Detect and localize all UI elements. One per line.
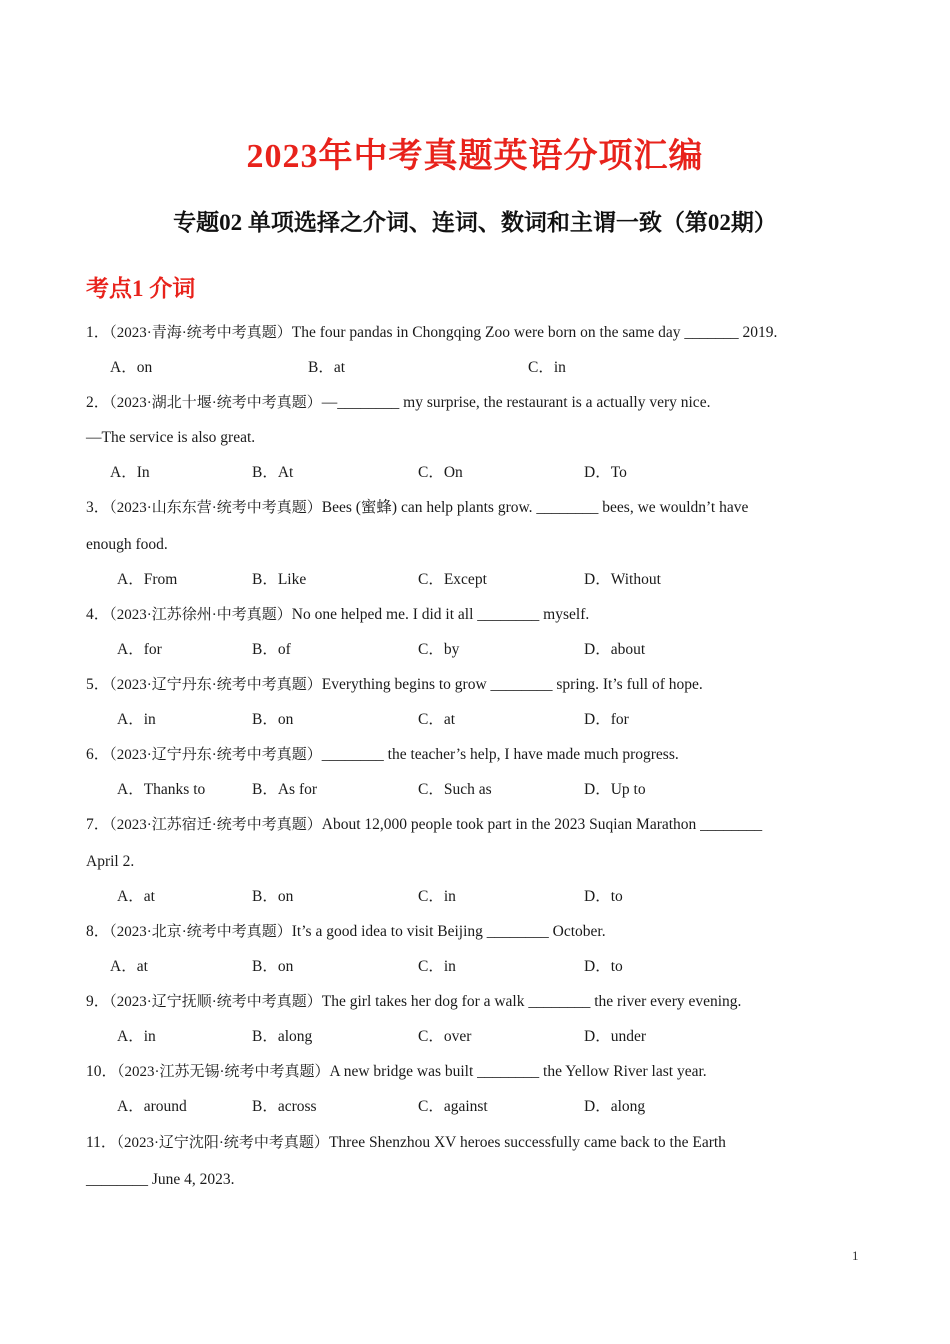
question-number: 2．	[86, 394, 110, 411]
question-source: （2023·湖北十堰·统考中考真题）	[109, 395, 322, 411]
question-text: No one helped me. I did it all ________ myself.	[291, 606, 590, 623]
option-d: D．To	[584, 464, 627, 481]
question-3	[86, 498, 748, 518]
option-a: A．around	[117, 1098, 187, 1115]
option-a: A．From	[117, 571, 178, 588]
option-b: B．across	[252, 1098, 317, 1115]
question-number: 9．	[86, 993, 110, 1010]
sub-title: 专题02 单项选择之介词、连词、数词和主谓一致（第02期）	[173, 210, 777, 235]
option-b: B．on	[252, 711, 294, 728]
section-title: 考点1 介词	[86, 276, 196, 301]
option-c: C．at	[418, 711, 456, 728]
option-a: A．for	[117, 641, 162, 658]
question-number: 11．	[86, 1134, 117, 1151]
page-number: 1	[852, 1248, 859, 1263]
option-a: A．In	[110, 464, 150, 481]
question-text: It’s a good idea to visit Beijing ________ October.	[291, 923, 606, 940]
option-b: B．of	[252, 641, 291, 658]
question-source: （2023·辽宁沈阳·统考中考真题）	[116, 1135, 329, 1151]
question-number: 8．	[86, 923, 110, 940]
question-text-continued: ________ June 4, 2023.	[86, 1171, 235, 1188]
question-number: 1．	[86, 324, 110, 341]
question-text: The four pandas in Chongqing Zoo were born on the same day _______ 2019.	[291, 324, 778, 341]
option-b: B．on	[252, 888, 294, 905]
question-source: （2023·江苏宿迁·统考中考真题）	[109, 817, 322, 833]
option-c: C．Except	[418, 571, 487, 588]
question-text: About 12,000 people took part in the 2023 Suqian Marathon ________	[321, 816, 763, 833]
question-text-continued: April 2.	[86, 853, 135, 870]
option-d: D．Without	[584, 571, 661, 588]
question-7	[86, 815, 762, 835]
option-a: A．in	[117, 711, 156, 728]
question-10	[86, 1062, 707, 1082]
option-c: C．against	[418, 1098, 488, 1115]
question-source: （2023·辽宁抚顺·统考中考真题）	[109, 994, 322, 1010]
option-a: A．in	[117, 1028, 156, 1045]
question-source: （2023·江苏徐州·中考真题）	[109, 607, 292, 623]
option-b: B．Like	[252, 571, 307, 588]
question-number: 3．	[86, 499, 110, 516]
question-text-continued: —The service is also great.	[86, 429, 256, 446]
question-2	[86, 393, 710, 413]
question-text: —________ my surprise, the restaurant is a actually very nice.	[321, 394, 711, 411]
option-a: A．on	[110, 359, 153, 376]
question-text: A new bridge was built ________ the Yellow River last year.	[329, 1063, 707, 1080]
question-9	[86, 992, 741, 1012]
question-8	[86, 922, 606, 942]
option-c: C．Such as	[418, 781, 492, 798]
question-source: （2023·山东东营·统考中考真题）	[109, 500, 322, 516]
option-c: C．On	[418, 464, 463, 481]
question-text: Bees (蜜蜂) can help plants grow. ________ bees, we wouldn’t have	[321, 499, 749, 516]
option-a: A．at	[117, 888, 155, 905]
option-b: B．At	[252, 464, 294, 481]
option-b: B．on	[252, 958, 294, 975]
question-5	[86, 675, 703, 695]
question-number: 6．	[86, 746, 110, 763]
option-d: D．for	[584, 711, 629, 728]
question-11	[86, 1133, 726, 1153]
question-text: The girl takes her dog for a walk ________ the river every evening.	[321, 993, 742, 1010]
option-a: A．at	[110, 958, 148, 975]
option-c: C．by	[418, 641, 460, 658]
option-d: D．to	[584, 888, 623, 905]
question-source: （2023·青海·统考中考真题）	[109, 325, 292, 341]
question-source: （2023·北京·统考中考真题）	[109, 924, 292, 940]
question-source: （2023·辽宁丹东·统考中考真题）	[109, 747, 322, 763]
option-c: C．over	[418, 1028, 472, 1045]
option-b: B．at	[308, 359, 346, 376]
question-source: （2023·辽宁丹东·统考中考真题）	[109, 677, 322, 693]
option-c: C．in	[418, 958, 456, 975]
option-b: B．As for	[252, 781, 318, 798]
question-number: 7．	[86, 816, 110, 833]
question-4	[86, 605, 589, 625]
option-d: D．about	[584, 641, 646, 658]
question-source: （2023·江苏无锡·统考中考真题）	[117, 1064, 330, 1080]
option-a: A．Thanks to	[117, 781, 206, 798]
option-c: C．in	[418, 888, 456, 905]
question-text-continued: enough food.	[86, 536, 168, 553]
option-d: D．under	[584, 1028, 646, 1045]
main-title: 2023年中考真题英语分项汇编	[246, 138, 704, 175]
question-text: Three Shenzhou XV heroes successfully came back to the Earth	[328, 1134, 726, 1151]
question-text: ________ the teacher’s help, I have made much progress.	[321, 746, 679, 763]
option-b: B．along	[252, 1028, 313, 1045]
question-number: 10．	[86, 1063, 118, 1080]
option-d: D．along	[584, 1098, 646, 1115]
option-d: D．to	[584, 958, 623, 975]
option-d: D．Up to	[584, 781, 646, 798]
question-1	[86, 323, 777, 343]
question-number: 4．	[86, 606, 110, 623]
question-text: Everything begins to grow ________ spring. It’s full of hope.	[321, 676, 703, 693]
option-c: C．in	[528, 359, 566, 376]
question-number: 5．	[86, 676, 110, 693]
question-6	[86, 745, 679, 765]
